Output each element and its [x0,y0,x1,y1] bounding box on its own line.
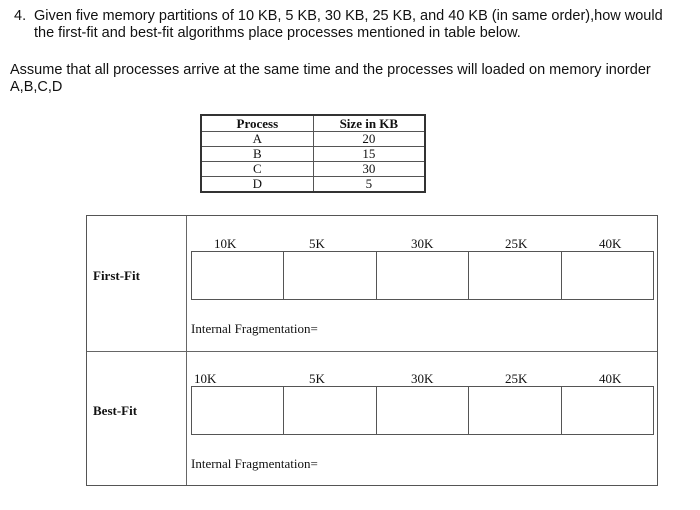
process-table [200,114,426,193]
label-column-divider [186,216,187,485]
first-fit-partition-size: 10K [214,236,237,251]
header-process: Process [201,115,313,132]
assumption-text: Assume that all processes arrive at the same time and the processes will loaded on memory inorder A,B,C,D [10,62,651,95]
first-fit-partition-size: 5K [309,236,325,251]
first-fit-partition-box[interactable] [561,252,653,299]
header-size: Size in KB [313,115,425,132]
best-fit-partition-box[interactable] [376,387,468,434]
first-fit-partition-box[interactable] [468,252,560,299]
first-fit-partition-size: 25K [505,236,528,251]
process-size: 15 [313,147,425,162]
table-row [201,147,425,162]
best-fit-partition-box[interactable] [283,387,375,434]
row-divider [87,351,657,352]
process-name: B [201,147,313,162]
table-row [201,132,425,147]
first-fit-memory-partitions [191,251,654,300]
best-fit-partition-box[interactable] [468,387,560,434]
question-text: Given five memory partitions of 10 KB, 5 KB, 30 KB, 25 KB, and 40 KB (in same order),how would the first-fit and best-fit algorithms place processes mentioned in table below. [34,8,663,41]
process-size: 20 [313,132,425,147]
process-name: A [201,132,313,147]
best-fit-partition-size: 40K [599,371,622,386]
first-fit-partition-box[interactable] [192,252,283,299]
table-row [201,162,425,177]
first-fit-partition-size: 40K [599,236,622,251]
best-fit-partition-size: 30K [411,371,434,386]
process-size: 5 [313,177,425,193]
first-fit-partition-size: 30K [411,236,434,251]
question-number: 4. [14,8,27,24]
best-fit-memory-partitions [191,386,654,435]
process-name: D [201,177,313,193]
table-row [201,177,425,193]
best-fit-partition-box[interactable] [561,387,653,434]
first-fit-partition-box[interactable] [283,252,375,299]
first-fit-partition-box[interactable] [376,252,468,299]
best-fit-label: Best-Fit [93,403,138,418]
best-fit-fragmentation-label: Internal Fragmentation= [191,456,318,471]
first-fit-label: First-Fit [93,268,140,283]
process-name: C [201,162,313,177]
best-fit-partition-box[interactable] [192,387,283,434]
best-fit-partition-size: 25K [505,371,528,386]
allocation-table [86,215,658,486]
process-table-header [201,115,425,132]
best-fit-partition-size: 5K [309,371,325,386]
first-fit-fragmentation-label: Internal Fragmentation= [191,321,318,336]
process-size: 30 [313,162,425,177]
best-fit-partition-size: 10K [194,371,217,386]
